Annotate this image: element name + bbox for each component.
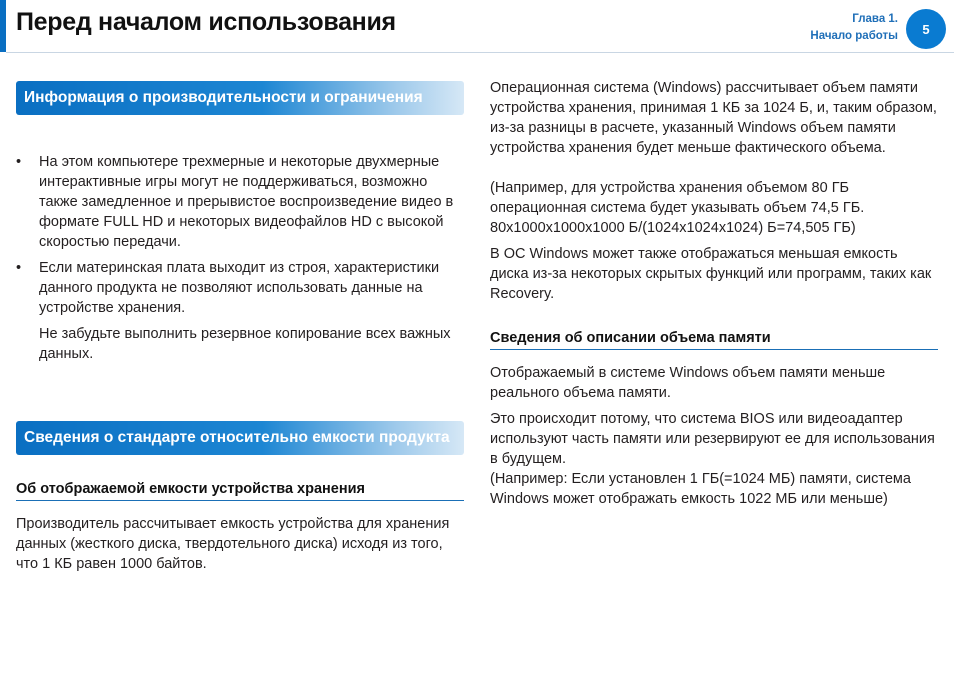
hidden-features-paragraph: В ОС Windows может также отображаться меньшая емкость диска из-за некоторых скрытых функций или программ, таких как Recovery.: [490, 246, 932, 302]
capacity-paragraph: Производитель рассчитывает емкость устройства для хранения данных (жесткого диска, твердотельного диска) исходя из того, что 1 КБ равен 1000 байтов.: [16, 516, 450, 572]
subhead-memory-description: Сведения об описании объема памяти: [490, 330, 938, 350]
list-item: [16, 152, 466, 252]
list-item: [16, 258, 466, 364]
section-heading-capacity: Сведения о стандарте относительно емкости продукта: [16, 421, 464, 455]
memory-example: (Например: Если установлен 1 ГБ(=1024 МБ) памяти, система Windows может отображать емкость 1022 МБ или меньше): [490, 471, 911, 507]
page-title: Перед началом использования: [16, 8, 396, 36]
chapter-name: Начало работы: [810, 30, 898, 42]
bullet-icon: •: [16, 154, 22, 170]
bullet-text: Если материнская плата выходит из строя, характеристики данного продукта не позволяют использовать данные на устройстве хранения.: [39, 260, 440, 316]
windows-calculation-example: (Например, для устройства хранения объемом 80 ГБ операционная система будет указывать объем 74,5 ГБ. 80x1000x1000x1000 Б/(1024x1024x1024) Б=74,505 ГБ): [490, 180, 865, 236]
bullet-icon: •: [16, 260, 22, 276]
performance-bullet-list: [16, 152, 466, 370]
backup-note: Не забудьте выполнить резервное копирование всех важных данных.: [39, 326, 451, 362]
title-divider: [6, 52, 954, 53]
bios-paragraph: Это происходит потому, что система BIOS или видеоадаптер используют часть памяти или резервируют ее для использования в будущем.: [490, 411, 935, 467]
page-number-badge: 5: [906, 9, 946, 49]
header-accent-bar: [0, 0, 6, 52]
memory-paragraph: Отображаемый в системе Windows объем памяти меньше реального объема памяти.: [490, 365, 886, 401]
subhead-displayed-capacity: Об отображаемой емкости устройства хранения: [16, 481, 464, 501]
windows-calculation-paragraph: Операционная система (Windows) рассчитывает объем памяти устройства хранения, принимая 1 КБ за 1024 Б, и, таким образом, из-за разницы в расчете, указанный Windows объем памяти устройства хранения будет меньше фактического объема.: [490, 80, 937, 156]
chapter-number: Глава 1.: [852, 13, 898, 25]
section-heading-performance: Информация о производительности и ограничения: [16, 81, 464, 115]
bullet-text: На этом компьютере трехмерные и некоторые двухмерные интерактивные игры могут не поддерживаться, возможно также замедленное и прерывистое воспроизведение видео в формате FULL HD и некоторых видеофайлов HD с высокой скоростью передачи.: [39, 154, 454, 250]
chapter-label: [810, 11, 898, 45]
